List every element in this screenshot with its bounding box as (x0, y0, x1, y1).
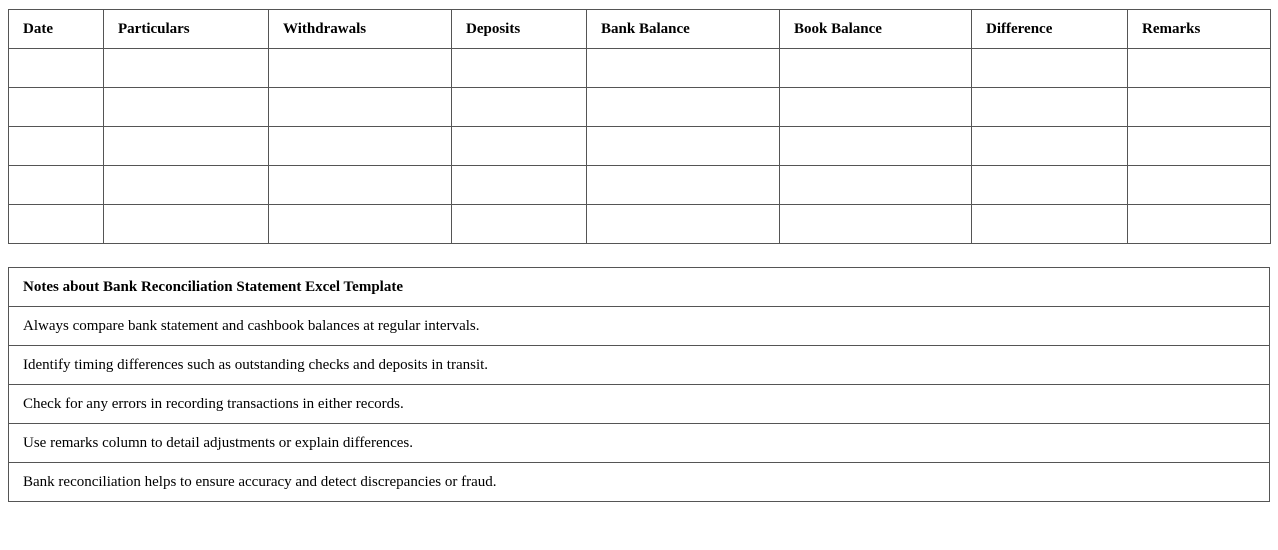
notes-header-row (9, 268, 1270, 307)
cell-bank-balance[interactable] (587, 205, 780, 244)
cell-particulars[interactable] (104, 88, 269, 127)
cell-particulars[interactable] (104, 166, 269, 205)
cell-deposits[interactable] (452, 88, 587, 127)
cell-date[interactable] (9, 88, 104, 127)
table-row (9, 205, 1271, 244)
cell-bank-balance[interactable] (587, 49, 780, 88)
cell-remarks[interactable] (1128, 166, 1271, 205)
table-row (9, 49, 1271, 88)
cell-difference[interactable] (972, 88, 1128, 127)
notes-table (8, 267, 1270, 502)
cell-difference[interactable] (972, 49, 1128, 88)
header-row (9, 10, 1271, 49)
column-header-deposits: Deposits (452, 10, 587, 49)
cell-difference[interactable] (972, 166, 1128, 205)
notes-title: Notes about Bank Reconciliation Statement Excel Template (9, 268, 1270, 307)
cell-withdrawals[interactable] (269, 127, 452, 166)
column-header-difference: Difference (972, 10, 1128, 49)
column-header-withdrawals: Withdrawals (269, 10, 452, 49)
table-row (9, 88, 1271, 127)
column-header-remarks: Remarks (1128, 10, 1271, 49)
note-row (9, 385, 1270, 424)
note-row (9, 424, 1270, 463)
column-header-bank-balance: Bank Balance (587, 10, 780, 49)
column-header-book-balance: Book Balance (780, 10, 972, 49)
table-row (9, 127, 1271, 166)
cell-difference[interactable] (972, 127, 1128, 166)
cell-particulars[interactable] (104, 49, 269, 88)
note-item: Bank reconciliation helps to ensure accuracy and detect discrepancies or fraud. (9, 463, 1270, 502)
cell-withdrawals[interactable] (269, 166, 452, 205)
note-row (9, 346, 1270, 385)
note-item: Check for any errors in recording transactions in either records. (9, 385, 1270, 424)
cell-difference[interactable] (972, 205, 1128, 244)
cell-book-balance[interactable] (780, 205, 972, 244)
table-row (9, 166, 1271, 205)
cell-book-balance[interactable] (780, 88, 972, 127)
cell-remarks[interactable] (1128, 88, 1271, 127)
cell-withdrawals[interactable] (269, 205, 452, 244)
cell-remarks[interactable] (1128, 205, 1271, 244)
column-header-date: Date (9, 10, 104, 49)
cell-remarks[interactable] (1128, 127, 1271, 166)
note-item: Identify timing differences such as outstanding checks and deposits in transit. (9, 346, 1270, 385)
cell-withdrawals[interactable] (269, 88, 452, 127)
cell-book-balance[interactable] (780, 127, 972, 166)
column-header-particulars: Particulars (104, 10, 269, 49)
cell-bank-balance[interactable] (587, 166, 780, 205)
note-row (9, 307, 1270, 346)
cell-remarks[interactable] (1128, 49, 1271, 88)
note-item: Use remarks column to detail adjustments or explain differences. (9, 424, 1270, 463)
cell-bank-balance[interactable] (587, 88, 780, 127)
cell-date[interactable] (9, 205, 104, 244)
cell-book-balance[interactable] (780, 166, 972, 205)
note-row (9, 463, 1270, 502)
cell-date[interactable] (9, 49, 104, 88)
cell-withdrawals[interactable] (269, 49, 452, 88)
cell-date[interactable] (9, 127, 104, 166)
cell-deposits[interactable] (452, 166, 587, 205)
reconciliation-table (8, 9, 1271, 244)
cell-book-balance[interactable] (780, 49, 972, 88)
cell-bank-balance[interactable] (587, 127, 780, 166)
note-item: Always compare bank statement and cashbook balances at regular intervals. (9, 307, 1270, 346)
cell-particulars[interactable] (104, 127, 269, 166)
cell-deposits[interactable] (452, 205, 587, 244)
cell-deposits[interactable] (452, 127, 587, 166)
cell-deposits[interactable] (452, 49, 587, 88)
cell-particulars[interactable] (104, 205, 269, 244)
cell-date[interactable] (9, 166, 104, 205)
